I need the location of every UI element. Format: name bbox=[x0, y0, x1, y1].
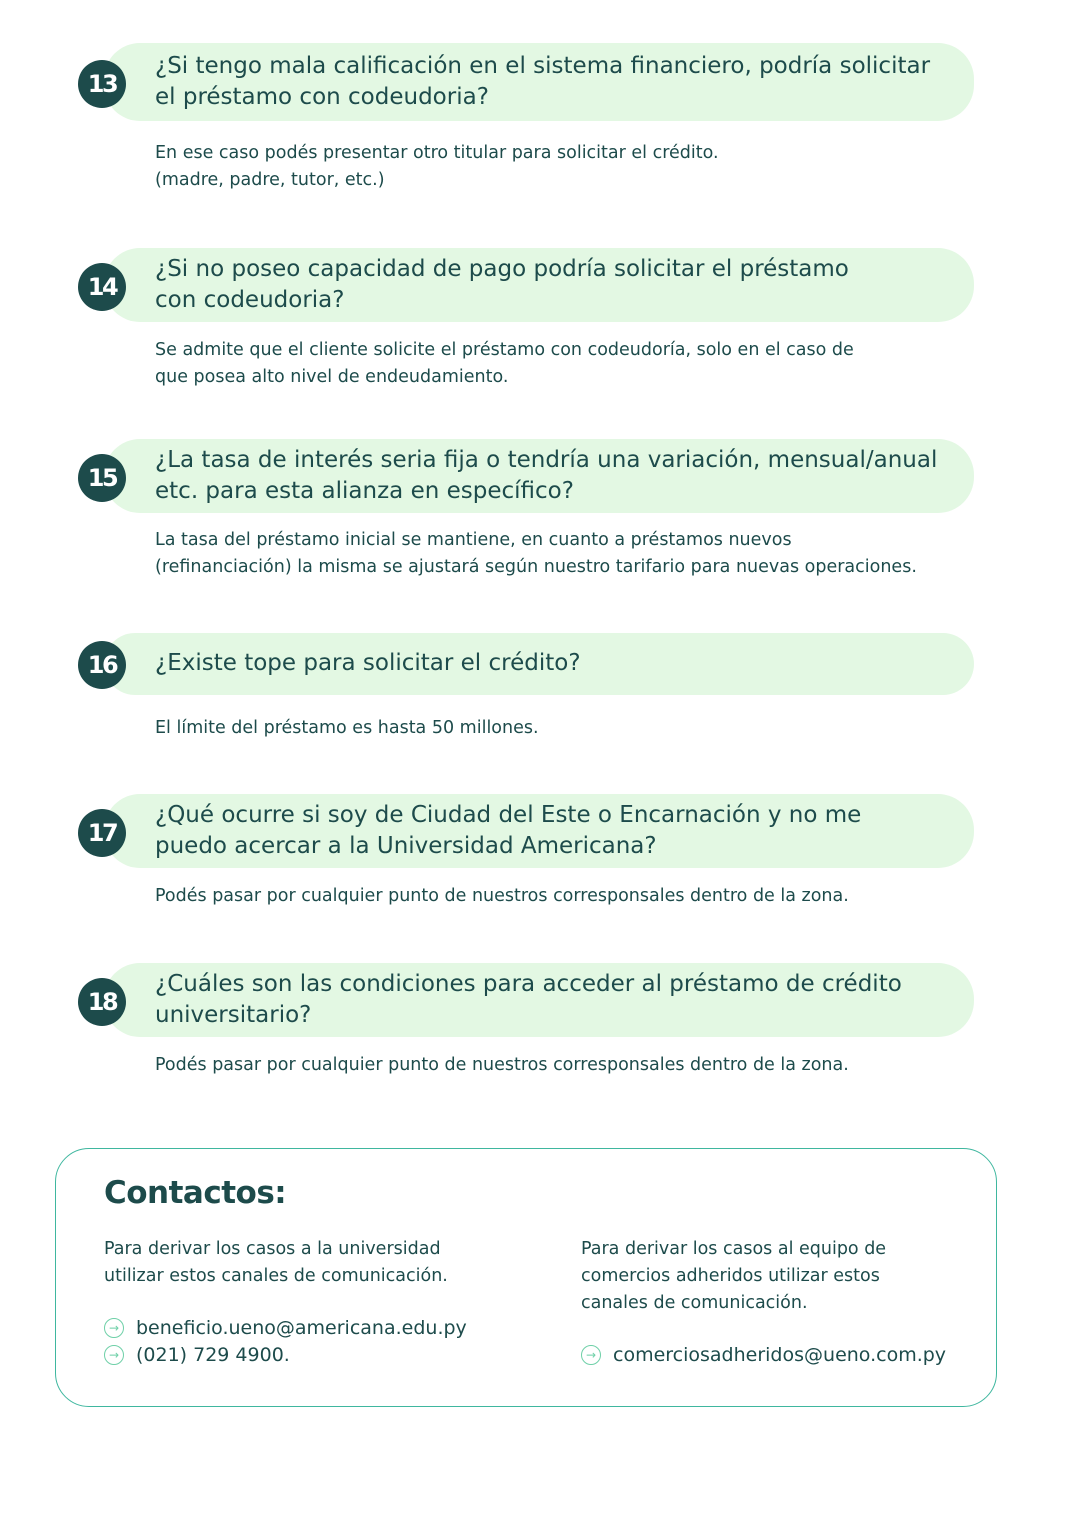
answer-text: Se admite que el cliente solicite el préstamo con codeudoría, solo en el caso de que posea alto nivel de endeudamiento. bbox=[155, 340, 854, 387]
question-text: ¿Qué ocurre si soy de Ciudad del Este o Encarnación y no me puedo acercar a la Universidad Americana? bbox=[155, 802, 862, 859]
question-text: ¿Existe tope para solicitar el crédito? bbox=[155, 650, 581, 676]
university-contacts bbox=[104, 1236, 534, 1376]
merchant-email-row bbox=[581, 1344, 946, 1366]
answer-text: Podés pasar por cualquier punto de nuestros corresponsales dentro de la zona. bbox=[155, 886, 849, 906]
question-text: ¿La tasa de interés seria fija o tendría una variación, mensual/anual etc. para esta alianza en específico? bbox=[155, 447, 938, 504]
answer-text: La tasa del préstamo inicial se mantiene, en cuanto a préstamos nuevos (refinanciación) la misma se ajustará según nuestro tarifario para nuevas operaciones. bbox=[155, 530, 917, 577]
merchant-email-link[interactable]: comerciosadheridos@ueno.com.py bbox=[613, 1344, 947, 1366]
university-description: Para derivar los casos a la universidad utilizar estos canales de comunicación. bbox=[104, 1239, 448, 1286]
university-email-link[interactable]: beneficio.ueno@americana.edu.py bbox=[136, 1317, 467, 1339]
university-phone-link[interactable]: (021) 729 4900. bbox=[136, 1344, 290, 1366]
university-phone-row bbox=[104, 1344, 290, 1366]
number-badge: 15 bbox=[78, 454, 126, 502]
number-badge: 17 bbox=[78, 809, 126, 857]
number-badge: 14 bbox=[78, 263, 126, 311]
answer-text: Podés pasar por cualquier punto de nuestros corresponsales dentro de la zona. bbox=[155, 1055, 849, 1075]
contacts-title: Contactos: bbox=[104, 1175, 287, 1211]
arrow-right-circle-icon: → bbox=[104, 1345, 124, 1365]
university-email-row bbox=[104, 1317, 467, 1339]
arrow-right-circle-icon: → bbox=[581, 1345, 601, 1365]
merchant-description: Para derivar los casos al equipo de comercios adheridos utilizar estos canales de comunicación. bbox=[581, 1239, 887, 1313]
arrow-right-circle-icon: → bbox=[104, 1318, 124, 1338]
merchant-contacts bbox=[581, 1236, 1011, 1376]
number-badge: 16 bbox=[78, 641, 126, 689]
number-badge: 13 bbox=[78, 60, 126, 108]
question-text: ¿Si no poseo capacidad de pago podría solicitar el préstamo con codeudoria? bbox=[155, 256, 849, 313]
question-text: ¿Cuáles son las condiciones para acceder al préstamo de crédito universitario? bbox=[155, 971, 902, 1028]
question-text: ¿Si tengo mala calificación en el sistema financiero, podría solicitar el préstamo con codeudoria? bbox=[155, 53, 931, 110]
answer-text: El límite del préstamo es hasta 50 millones. bbox=[155, 718, 539, 738]
answer-text: En ese caso podés presentar otro titular para solicitar el crédito. (madre, padre, tutor, etc.) bbox=[155, 143, 719, 190]
number-badge: 18 bbox=[78, 978, 126, 1026]
